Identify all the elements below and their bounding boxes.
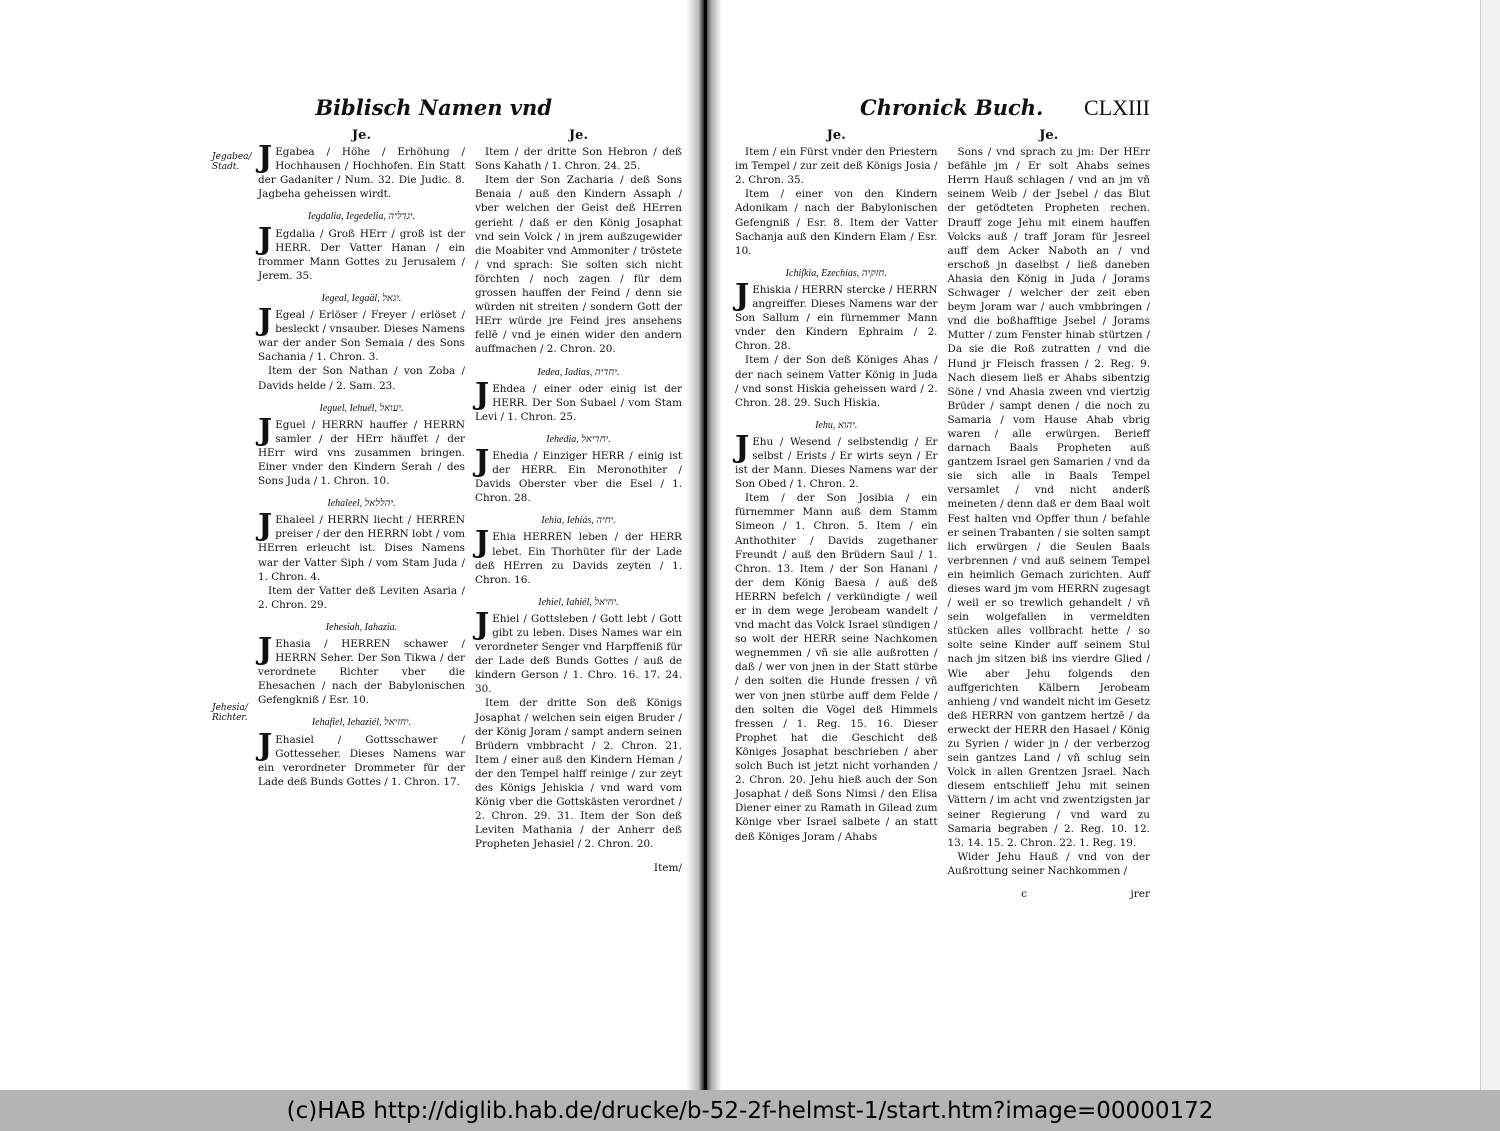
entry bbox=[948, 145, 1151, 878]
left-page bbox=[258, 95, 682, 875]
entry-text: JEhiel / Gottsleben / Gott lebt / Gott gibt zu leben. Dises Names war ein verordneter Senger vnd Harpffeniß für der Lade deß Bunds Gottes / auß de kindern Gerson / 1. Chro. 16. 17. 24. 30. bbox=[475, 606, 682, 696]
entry bbox=[258, 140, 465, 201]
left-column-2 bbox=[475, 129, 682, 875]
entry-headword: Iehedia, יחדיאל. bbox=[546, 433, 611, 445]
entry-text: Sons / vnd sprach zu jm: Der HErr befähle jm / Er solt Ahabs seines Herrn Hauß schlagen / vnd an jm vñ seinem Weib / der Jsebel / das Blut der getödteten Propheten rechen. Drauff zoge Jehu mit einem hauffen Volcks auß / traff Joram für Jesreel auff dem Acker Naboth an / vnd erschoß jn daselbst / ließ daneben Ahasia den König in Juda / Jorams Schwager / welcher der zeit eben beym Joram war / auch vmbbringen / vnd die boßhafftige Jsebel / Jorams Mutter / zum Fenster hinab stürtzen / Da sie die Roß zutratten / vnd die Hund jr Fleisch frassen / 2. Reg. 9. Nach diesem ließ er Ahabs sibentzig Söne / vnd Ahasia zween vnd viertzig Brüder / sampt denen / die noch zu Samaria / vom Hause Ahab vbrig waren / alle erwürgen. Berieff darnach Baals Propheten auß gantzem Israel gen Samarien / vnd da sie sich alle in Baals Tempel versamlet / vnd nicht anderß meineten / denn daß er dem Baal wolt Fest halten vnd Opffer thun / befahle er seinen Trabanten / sie solten sampt lich erwürgen / die Seulen Baals verbrennen / vnd auß seinem Tempel ein heimlich Gemach zurichten. Auff dieses ward jm vom HERRN zugesagt / weil er so trewlich gehandelt / vñ sein wolgefallen in vermeldten stücken alles vollbracht hette / so solte seine Kinder auff seinem Stul nach jm sitzen biß ins vierdre Glied / Wie aber Jehu folgends den auffgerichten Kälbern Jerobeam anhieng / vnd wandelt nicht im Gesetz deß HERRN von gantzem hertzē / da erweckt der HERR den Hasael / König zu Syrien / wider jn / der verberzog sein gantzes Land / vñ schlug sein Volck in allen Grentzen Jsrael. Nach diesem entschlieff Jehu mit seinen Vättern / im acht vnd zwentzigsten jar seiner Regierung / vnd ward zu Samaria begraben / 2. Reg. 10. 12. 13. 14. 15. 2. Chron. 22. 1. Reg. 19. bbox=[947, 146, 1150, 849]
entry-headword: Iehesiah, Iahazia. bbox=[325, 621, 398, 633]
entry-more: Item der Son Nathan / von Zoba / Davids helde / 2. Sam. 23. bbox=[258, 365, 465, 392]
entry bbox=[258, 292, 465, 393]
entry bbox=[475, 596, 682, 852]
footer-text[interactable]: (c)HAB http://diglib.hab.de/drucke/b-52-2f-helmst-1/start.htm?image=00000172 bbox=[286, 1097, 1214, 1124]
entry-text: JEgeal / Erlöser / Freyer / erlöset / besleckt / vnsauber. Dieses Namens war der ander Son Semaia / des Sons Sachania / 1. Chron. 3. bbox=[258, 303, 465, 364]
entry-text: JEhia HERREN leben / der HERR lebet. Ein Thorhüter für der Lade deß HErren zu Davids zeyten / 1. Chron. 16. bbox=[475, 525, 682, 586]
entry-headword: Iedea, Iadias, יחדיה. bbox=[537, 366, 620, 378]
entry bbox=[258, 716, 465, 788]
entry bbox=[258, 210, 465, 282]
entry-text: JEhedia / Einziger HERR / einig ist der HERR. Ein Meronothiter / Davids Oberster vber die Esel / 1. Chron. 28. bbox=[475, 443, 682, 505]
entry-more: Item der dritte Son deß Königs Josaphat / welchen sein eigen Bruder / der König Joram / sampt andern seinen Brüdern vmbbracht / 2. Chron. 21. Item / einer auß den Kindern Heman / der den Tempel halff reinige / zur zeyt des Königs Jehiskia / vnd ward vom König vber die Gottskästen verordnet / 2. Chron. 29. 31. Item der Son deß Leviten Mathania / der Anherr deß Propheten Jehasiel / 2. Chron. 20. bbox=[475, 697, 682, 851]
entry bbox=[475, 145, 682, 356]
entry-text: JEgabea / Höhe / Erhöhung / Hochhausen / Hochhofen. Ein Statt der Gadaniter / Num. 32. Die Judic. 8. Jagbeha geheissen wirdt. bbox=[258, 140, 465, 201]
entry-text: JEhaleel / HERRN liecht / HERREN preiser / der den HERRN lobt / vom HErren erleucht ist. Dises Namens war der Vatter Siph / vom Stam Juda / 1. Chron. 4. bbox=[258, 508, 465, 583]
left-running-head: Biblisch Namen vnd bbox=[315, 95, 552, 120]
entry-more: Item der Son Zacharia / deß Sons Benaia / auß den Kindern Assaph / vber welchen der Geist deß HErren gerieht / daß er den König Josaphat vnd sein Volck / in jrem außzugewider die Moabiter vnd Ammoniter / tröstete / vnd sprach: Sie solten sich nicht förchten / noch zagen / für dem grossen hauffen der Feind / denn sie würden nit streiten / sondern Gott der HErr würde jre Feind jres ansehens fellē / vnd je einen wider den andern auffmachen / 2. Chron. 20. bbox=[475, 174, 682, 356]
entry-headword: Iehaleel, יהללאל. bbox=[327, 498, 396, 510]
entry-text: JEhasiel / Gottsschawer / Gottesseher. Dieses Namens war ein verordneter Drommeter für der Lade deß Bunds Gottes / 1. Chron. 17. bbox=[258, 727, 465, 788]
entry bbox=[258, 621, 465, 708]
margin-note-jegabea: Jegabea/ Stadt. bbox=[212, 152, 252, 172]
right-column-1 bbox=[735, 129, 938, 901]
entry-headword: Iehafiel, Iehaziél, יחזיאל. bbox=[311, 717, 412, 729]
copyright-footer bbox=[0, 1090, 1500, 1131]
entry-headword: Ieguel, Iehuél, יעואל. bbox=[319, 402, 404, 414]
folio-number: CLXIII bbox=[1084, 95, 1150, 120]
entry-text: JEhdea / einer oder einig ist der HERR. Der Son Subael / vom Stam Levi / 1. Chron. 25. bbox=[475, 376, 682, 423]
left-column-1 bbox=[258, 129, 465, 875]
signature-mark: c bbox=[1021, 887, 1028, 900]
entry-more: Item / einer von den Kindern Adonikam / nach der Babylonischen Gefengniß / Esr. 8. Item der Vatter Sachanja auß den Kindern Elam / Esr. 10. bbox=[735, 188, 938, 257]
entry-text: JEgdalia / Groß HErr / groß ist der HERR. Der Vatter Hanan / ein frommer Mann Gottes zu Jerusalem / Jerem. 35. bbox=[258, 221, 465, 282]
entry-more: Item / der Son Josibia / ein fürnemmer Mann auß dem Stamm Simeon / 1. Chron. 5. Item / ein Anthothiter / Davids zugethaner Freundt / auß den Brüdern Saul / 1. Chron. 13. Item / der Son Hanani / der dem König Baesa / auß deß HERRN befelch / verkündigte / weil er in dem wege Jerobeam wandelt / vnd macht das Volck Israel sündigen / so wolt der HERR seine Nachkomen wegnemmen / vñ sie alle außrotten / daß / wer von jnen in der Statt stürbe / den solten die Hunde fressen / vñ wer von jnen stürbe auff dem Felde / den solten die Vögel deß Himmels fressen / 1. Reg. 15. 16. Dieser Prophet hat die Geschicht deß Königes Josaphat beschrieben / aber solch Buch ist jetzt nicht vorhanden / 2. Chron. 20. Jehu hieß auch der Son Josaphat / deß Sons Nimsi / den Elisa Diener einer zu Ramath in Gilead zum Könige vber Israel salbete / an statt deß Königes Joram / Ahabs bbox=[735, 492, 938, 843]
section-head: Je. bbox=[352, 128, 371, 143]
entry-more: Item der Vatter deß Leviten Asaria / 2. Chron. 29. bbox=[258, 584, 465, 611]
entry bbox=[258, 402, 465, 489]
entry-headword: Iehia, Iehiás, יחיה. bbox=[541, 515, 616, 527]
entry bbox=[735, 419, 938, 844]
right-page bbox=[735, 95, 1150, 901]
catchword: Item/ bbox=[653, 861, 682, 874]
entry-text: JEguel / HERRN hauffer / HERRN samler / der HErr häuffet / der HErr wird vns zusammen bringen. Einer vnder den Kindern Serah / des Sons Juda / 1. Chron. 10. bbox=[258, 412, 465, 488]
entry bbox=[475, 514, 682, 586]
entry-headword: Ichiſkia, Ezechias, חזקיה. bbox=[785, 267, 887, 279]
entry-more: Wider Jehu Hauß / vnd von der Außrottung seiner Nachkommen / bbox=[947, 850, 1150, 877]
entry bbox=[258, 497, 465, 612]
catchword: jrer bbox=[1130, 887, 1150, 900]
margin-note-jehesia: Jehesia/ Richter. bbox=[212, 703, 248, 723]
entry-text: Item / der dritte Son Hebron / deß Sons Kahath / 1. Chron. 24. 25. bbox=[475, 146, 682, 173]
entry-headword: Iegeal, Iegaäl, יגאל. bbox=[321, 292, 402, 304]
entry bbox=[735, 267, 938, 410]
entry bbox=[475, 433, 682, 505]
entry-text: JEhiskia / HERRN stercke / HERRN angreiffer. Dieses Namens war der Son Sallum / ein fürnemmer Mann vnder den Kindern Ephraim / 2. Chron. 28. bbox=[735, 277, 938, 353]
entry-text: JEhasia / HERREN schawer / HERRN Seher. Der Son Tikwa / der verordnete Richter vber die Ehesachen / nach der Babylonischen Gefengkniß / Esr. 10. bbox=[258, 632, 465, 707]
section-head: Je. bbox=[569, 128, 588, 143]
gutter-shadow bbox=[704, 0, 707, 1090]
signature-and-catchword bbox=[948, 887, 1151, 901]
entry-headword: Iehu, יהוא. bbox=[815, 419, 858, 431]
section-head: Je. bbox=[1039, 128, 1059, 143]
entry-more: Item / der Son deß Königes Ahas / der nach seinem Vatter König in Juda / vnd sonst Hiskia geheissen ward / 2. Chron. 28. 29. Such Hiskia. bbox=[735, 354, 938, 409]
entry-headword: Iegdalia, Iegedelia, יגדליה. bbox=[307, 211, 416, 223]
entry-text: JEhu / Wesend / selbstendig / Er selbst / Erists / Er wirts seyn / Er ist der Mann. Dieses Namens war der Son Obed / 1. Chron. 2. bbox=[735, 429, 938, 491]
entry-headword: Iehiel, Iahiél, יחיאל. bbox=[538, 596, 619, 608]
entry-text: Item / ein Fürst vnder den Priestern im Tempel / zur zeit deß Königs Josia / 2. Chron. 35. bbox=[735, 146, 938, 187]
section-head: Je. bbox=[826, 128, 846, 143]
entry bbox=[735, 145, 938, 258]
right-running-head bbox=[735, 95, 1150, 129]
page-edge bbox=[1480, 0, 1500, 1090]
right-running-title: Chronick Buch. bbox=[860, 95, 1044, 120]
right-column-2 bbox=[948, 129, 1151, 901]
entry bbox=[475, 366, 682, 424]
